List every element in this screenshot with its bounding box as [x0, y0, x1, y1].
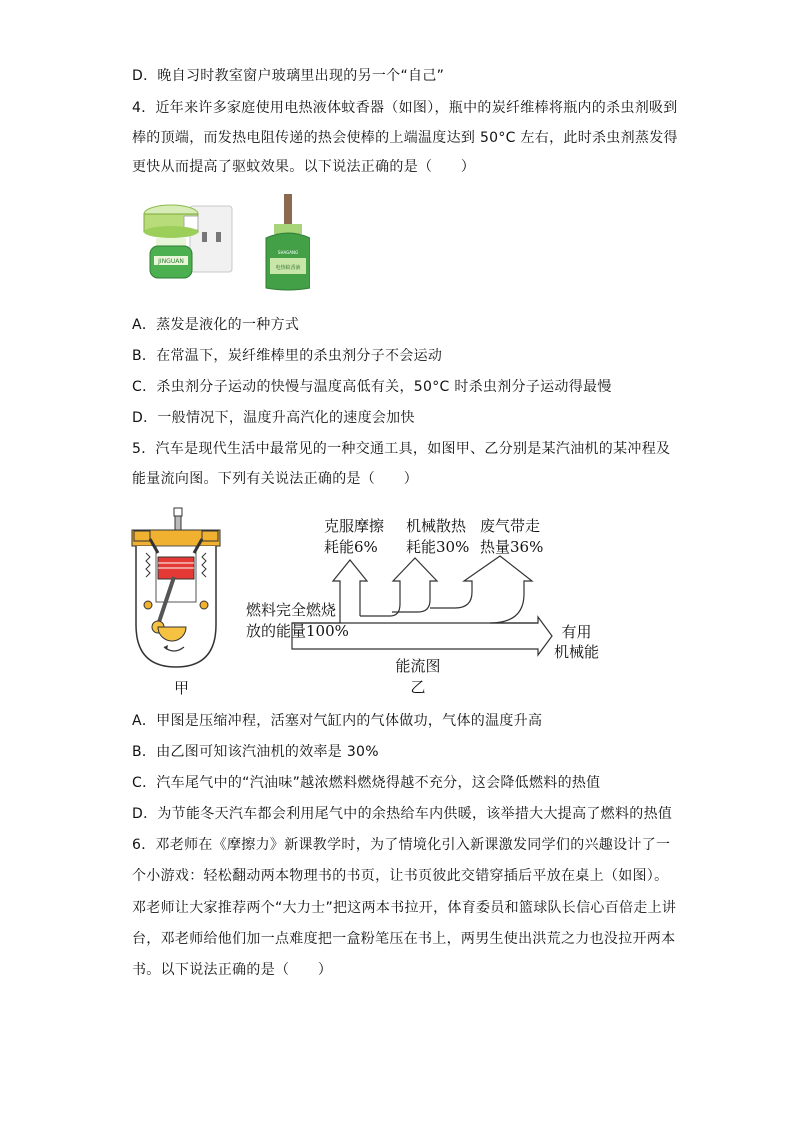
- exhaust-heat-loss-arrow: [430, 556, 538, 623]
- exhaust-port: [202, 531, 218, 541]
- q6-stem-line-4: 台，邓老师给他们加一点难度把一盒粉笔压在书上，两男生使出洪荒之力也没拉开两本: [132, 931, 676, 947]
- q5-option-b: B．由乙图可知该汽油机的效率是 30%: [132, 744, 379, 760]
- q6-stem-line-3: 邓老师让大家推荐两个“大力士”把这两本书拉开，体育委员和篮球队长信心百倍走上讲: [132, 900, 677, 916]
- spark-plug-top: [174, 508, 182, 516]
- figure-yi-caption: 乙: [410, 678, 426, 696]
- q4-mosquito-repeller-image: [140, 192, 310, 292]
- fuel-energy-input-label: [246, 600, 349, 642]
- q4-option-d: D．一般情况下，温度升高汽化的速度会加快: [132, 410, 415, 426]
- intake-port: [134, 531, 150, 541]
- mechanical-heat-loss-arrow: [360, 558, 437, 616]
- exhaust-cam: [200, 601, 208, 609]
- bottle-neck: [156, 238, 186, 246]
- figure-jia-caption: 甲: [174, 679, 190, 697]
- mechanical-heat-loss-label: [406, 516, 469, 558]
- friction-loss-line-2: 耗能6%: [324, 538, 378, 556]
- exhaust-heat-line-1: 废气带走: [480, 517, 541, 535]
- q5-stem-line-2: 能量流向图。下列有关说法正确的是（ ）: [132, 471, 418, 487]
- fuel-energy-line-2: 放的能量100%: [246, 622, 349, 640]
- q5-engine-figure: [128, 505, 228, 700]
- socket-hole: [202, 232, 207, 242]
- q4-option-a: A．蒸发是液化的一种方式: [132, 317, 300, 333]
- q4-stem-line-3: 更快从而提高了驱蚊效果。以下说法正确的是（ ）: [132, 159, 476, 175]
- q4-stem-line-1: 4．近年来许多家庭使用电热液体蚊香器（如图），瓶中的炭纤维棒将瓶内的杀虫剂吸到: [132, 100, 678, 116]
- q4-option-c: C．杀虫剂分子运动的快慢与温度高低有关，50°C 时杀虫剂分子运动得最慢: [132, 379, 612, 395]
- refill-brand-text: SHAGANG: [277, 250, 299, 255]
- energy-flow-caption: [392, 656, 444, 698]
- friction-loss-label: [324, 516, 384, 558]
- friction-loss-line-1: 克服摩擦: [324, 517, 385, 535]
- useful-energy-line-1: 有用: [561, 623, 592, 641]
- mechanical-heat-line-2: 耗能30%: [406, 538, 470, 556]
- heater-base: [144, 226, 198, 238]
- q6-stem-line-2: 个小游戏：轻松翻动两本物理书的书页，让书页彼此交错穿插后平放在桌上（如图）。: [132, 868, 669, 884]
- q5-energy-flow-diagram: [240, 508, 620, 698]
- energy-flow-title: 能流图: [395, 657, 441, 675]
- exhaust-heat-loss-label: [480, 516, 543, 558]
- q5-option-a: A．甲图是压缩冲程，活塞对气缸内的气体做功，气体的温度升高: [132, 713, 543, 729]
- mechanical-heat-line-1: 机械散热: [406, 517, 467, 535]
- intake-cam: [144, 601, 152, 609]
- useful-energy-line-2: 机械能: [554, 643, 600, 661]
- socket-hole: [216, 232, 221, 242]
- q4-option-b: B．在常温下，炭纤维棒里的杀虫剂分子不会运动: [132, 348, 443, 364]
- q3-option-d: D．晚自习时教室窗户玻璃里出现的另一个“自己”: [132, 68, 445, 84]
- useful-energy-label: [554, 622, 599, 662]
- carbon-fiber-rod: [284, 194, 292, 226]
- engine-cylinder-diagram: [128, 505, 228, 700]
- brand-label-text: JINGUAN: [158, 258, 184, 265]
- refill-label-text: 电热蚊香液: [275, 265, 301, 271]
- q6-stem-line-5: 书。以下说法正确的是（ ）: [132, 962, 333, 978]
- spark-plug-body: [175, 516, 181, 530]
- exhaust-heat-line-2: 热量36%: [480, 538, 544, 556]
- fuel-energy-line-1: 燃料完全燃烧: [246, 601, 337, 619]
- q5-option-c: C．汽车尾气中的“汽油味”越浓燃料燃烧得越不充分，这会降低燃料的热值: [132, 775, 601, 791]
- mosquito-repeller-illustration: [140, 192, 310, 292]
- q5-stem-line-1: 5．汽车是现代生活中最常见的一种交通工具，如图甲、乙分别是某汽油机的某冲程及: [132, 441, 671, 457]
- q4-stem-line-2: 棒的顶端，而发热电阻传递的热会使棒的上端温度达到 50°C 左右，此时杀虫剂蒸发得: [132, 130, 678, 146]
- q5-option-d: D．为节能冬天汽车都会利用尾气中的余热给车内供暖，该举措大大提高了燃料的热值: [132, 806, 673, 822]
- q6-stem-line-1: 6．邓老师在《摩擦力》新课教学时，为了情境化引入新课激发同学们的兴趣设计了一: [132, 837, 671, 853]
